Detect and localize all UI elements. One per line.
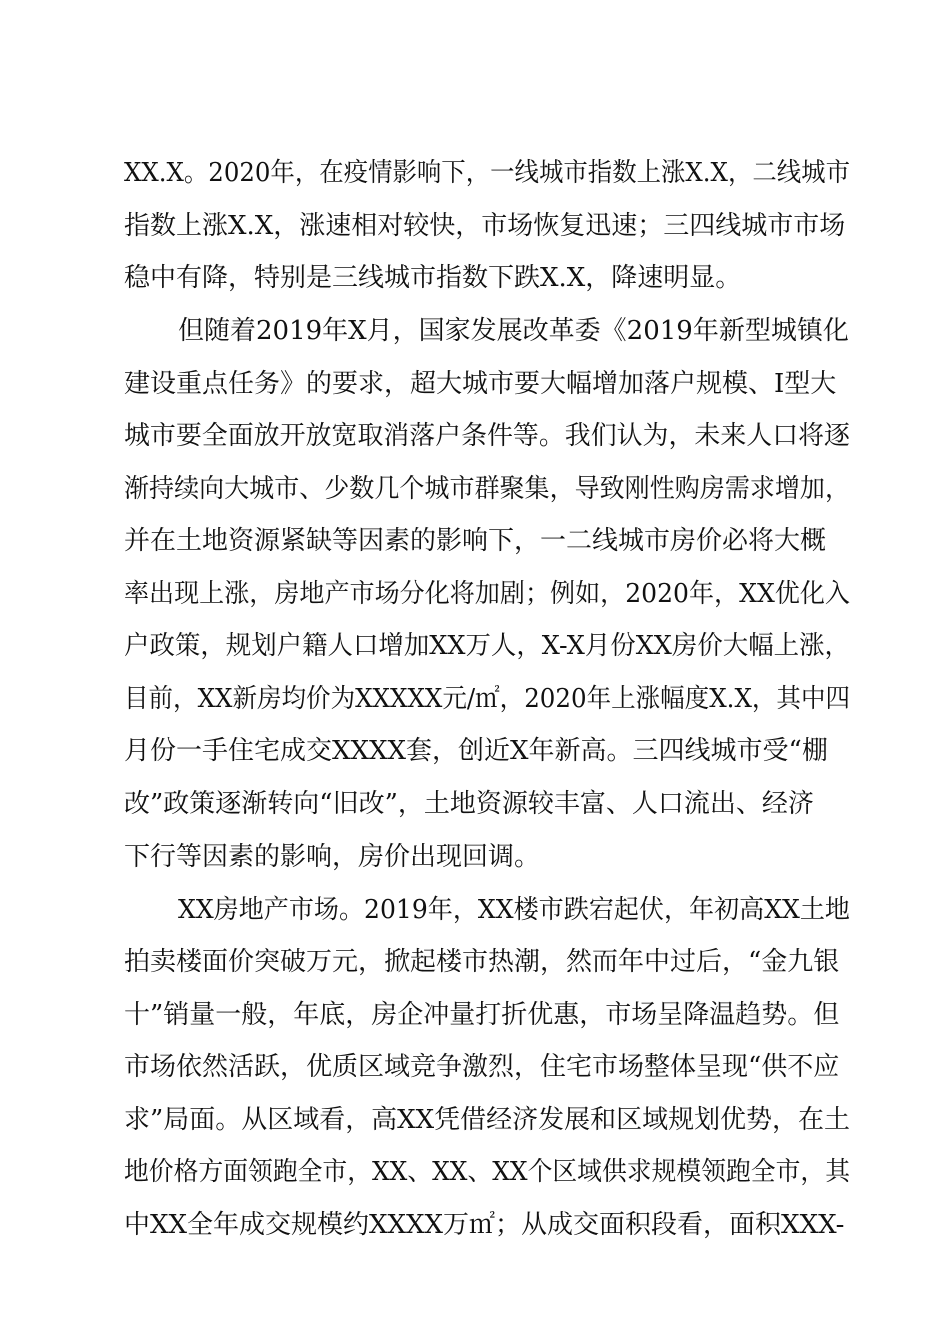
text-line-21 <box>0 1202 950 1248</box>
line-text: 中XX全年成交规模约XXXX万㎡；从成交面积段看，面积XXX- <box>124 1210 845 1240</box>
text-line-20 <box>0 1149 950 1195</box>
line-text: 渐持续向大城市、少数几个城市群聚集，导致刚性购房需求增加， <box>124 474 850 504</box>
text-line-8 <box>0 518 950 564</box>
text-line-16 <box>0 939 950 985</box>
line-text: 率出现上涨，房地产市场分化将加剧；例如，2020年，XX优化入 <box>124 579 850 609</box>
text-line-2 <box>0 203 950 249</box>
line-text: 拍卖楼面价突破万元，掀起楼市热潮，然而年中过后，“金九银 <box>124 947 840 977</box>
text-line-6 <box>0 413 950 459</box>
line-text: 城市要全面放开放宽取消落户条件等。我们认为，未来人口将逐 <box>124 421 850 451</box>
line-text: XX房地产市场。2019年，XX楼市跌宕起伏，年初高XX土地 <box>178 895 850 925</box>
text-line-5 <box>0 361 950 407</box>
line-text: XX.X。2020年，在疫情影响下，一线城市指数上涨X.X，二线城市 <box>124 158 850 188</box>
line-text: 建设重点任务》的要求，超大城市要大幅增加落户规模、Ⅰ型大 <box>124 369 837 399</box>
line-text: 十”销量一般，年底，房企冲量打折优惠，市场呈降温趋势。但 <box>124 1000 840 1030</box>
line-text: 下行等因素的影响，房价出现回调。 <box>124 842 541 872</box>
line-text: 指数上涨X.X，涨速相对较快，市场恢复迅速；三四线城市市场 <box>124 211 846 241</box>
text-line-10 <box>0 623 950 669</box>
text-line-1 <box>0 150 950 196</box>
line-text: 月份一手住宅成交XXXX套，创近X年新高。三四线城市受“棚 <box>124 736 828 766</box>
line-text: 目前，XX新房均价为XXXXX元/㎡，2020年上涨幅度X.X，其中四 <box>124 684 850 714</box>
text-line-17 <box>0 992 950 1038</box>
text-line-3 <box>0 255 950 301</box>
text-line-11 <box>0 676 950 722</box>
text-line-7 <box>0 466 950 512</box>
line-text: 稳中有降，特别是三线城市指数下跌X.X，降速明显。 <box>124 263 742 293</box>
text-line-4 <box>0 308 950 354</box>
text-line-19 <box>0 1097 950 1143</box>
text-line-15 <box>0 887 950 933</box>
line-text: 户政策，规划户籍人口增加XX万人，X-X月份XX房价大幅上涨， <box>124 631 850 661</box>
line-text: 地价格方面领跑全市，XX、XX、XX个区域供求规模领跑全市，其 <box>124 1157 850 1187</box>
line-text: 改”政策逐渐转向“旧改”，土地资源较丰富、人口流出、经济 <box>124 789 814 819</box>
line-text: 但随着2019年X月，国家发展改革委《2019年新型城镇化 <box>178 316 849 346</box>
text-line-13 <box>0 781 950 827</box>
text-line-12 <box>0 728 950 774</box>
text-line-18 <box>0 1044 950 1090</box>
line-text: 并在土地资源紧缺等因素的影响下，一二线城市房价必将大概 <box>124 526 827 556</box>
text-line-9 <box>0 571 950 617</box>
line-text: 市场依然活跃，优质区域竞争激烈，住宅市场整体呈现“供不应 <box>124 1052 840 1082</box>
text-line-14 <box>0 834 950 880</box>
line-text: 求”局面。从区域看，高XX凭借经济发展和区域规划优势，在土 <box>124 1105 850 1135</box>
